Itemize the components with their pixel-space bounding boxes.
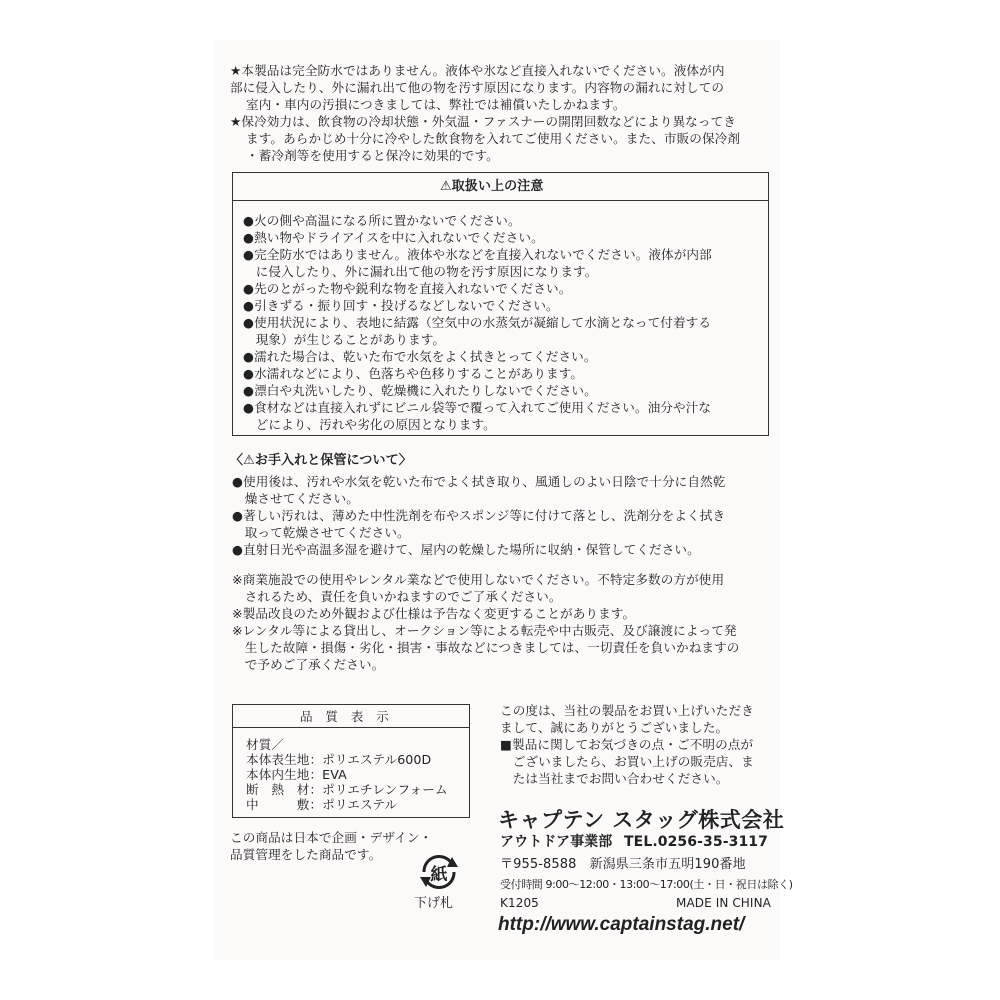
quality-title: 品 質 表 示: [300, 709, 389, 724]
note-line: ※商業施設での使用やレンタル業などで使用しないでください。不特定多数の方が使用: [232, 572, 725, 587]
care-title: 〈⚠お手入れと保管について〉: [230, 453, 412, 468]
caution-item: ●熱い物やドライアイスを中に入れないでください。: [243, 230, 544, 245]
caution-item: ●濡れた場合は、乾いた布で水気をよく拭きとってください。: [243, 349, 597, 364]
caution-item: 現象）が生じることがあります。: [243, 332, 446, 347]
paper-recycle-icon: [414, 852, 462, 911]
care-item: ●直射日光や高温多湿を避けて、屋内の乾燥した場所に収納・保管してください。: [232, 542, 700, 557]
quality-line: 断 熱 材：ポリエチレンフォーム: [246, 782, 448, 797]
thanks-line: ■製品に関してお気づきの点・ご不明の点が: [500, 737, 754, 752]
intro-line: ます。あらかじめ十分に冷やした飲食物を入れてご使用ください。また、市販の保冷剤: [246, 131, 741, 146]
caution-item: ●水濡れなどにより、色落ちや色移りすることがあります。: [243, 366, 584, 381]
recycle-caption: 下げ札: [414, 896, 454, 911]
caution-item: ●漂白や丸洗いしたり、乾燥機に入れたりしないでください。: [243, 383, 597, 398]
note-line: ※製品改良のため外観および仕様は予告なく変更することがあります。: [232, 606, 636, 621]
care-item: ●著しい汚れは、薄めた中性洗剤を布やスポンジ等に付けて落とし、洗剤分をよく拭き: [232, 508, 726, 523]
note-line: されるため、責任を負いかねますのでご了承ください。: [232, 589, 562, 604]
company-division: アウトドア事業部: [500, 834, 613, 850]
note-line: ※レンタル等による貸出し、オークション等による転売や中古販売、及び譲渡によって発: [232, 623, 737, 638]
quality-line: 中 敷：ポリエステル: [246, 797, 398, 812]
intro-line: 部に侵入したり、外に漏れ出て他の物を汚す原因になります。内容物の漏れに対しての: [230, 80, 725, 95]
quality-line: 本体内生地：EVA: [246, 767, 347, 782]
note-line: で予めご了承ください。: [232, 657, 385, 672]
origin-note-line: この商品は日本で企画・デザイン・: [230, 830, 433, 845]
care-item: 燥させてください。: [232, 491, 359, 506]
caution-item: ●先のとがった物や鋭利な物を直接入れないでください。: [243, 281, 572, 296]
recycle-mark-text: 紙: [430, 865, 448, 885]
intro-line: ★本製品は完全防水ではありません。液体や氷など直接入れないでください。液体が内: [230, 63, 725, 78]
caution-item: ●引きずる・振り回す・投げるなどしないでください。: [243, 298, 559, 313]
intro-line: ★保冷効力は、飲食物の冷却状態・外気温・ファスナーの開閉回数などにより異なってき: [230, 114, 736, 129]
intro-line: ・蓄冷剤等を使用すると保冷に効果的です。: [246, 148, 499, 163]
quality-divider: [232, 727, 470, 728]
company-tel: TEL.0256-35-3117: [624, 834, 768, 850]
intro-line: 室内・車内の汚損につきましては、弊社では補償いたしかねます。: [246, 97, 626, 112]
company-hours: 受付時間 9:00〜12:00・13:00〜17:00(土・日・祝日は除く): [500, 878, 793, 891]
thanks-line: たは当社までお問い合わせください。: [500, 771, 729, 786]
quality-line: 本体表生地：ポリエステル600D: [246, 752, 432, 767]
thanks-line: まして、誠にありがとうございました。: [500, 720, 729, 735]
caution-item: どにより、汚れや劣化の原因となります。: [243, 417, 496, 432]
caution-title: ⚠取扱い上の注意: [440, 179, 544, 194]
caution-item: ●使用状況により、表地に結露（空気中の水蒸気が凝縮して水滴となって付着する: [243, 315, 712, 330]
quality-line: 材質／: [246, 737, 285, 752]
note-line: 生した故障・損傷・劣化・損害・事故などにつきましては、一切責任を負いかねますの: [232, 640, 740, 655]
care-item: 取って乾燥させてください。: [232, 525, 410, 540]
caution-divider: [232, 200, 769, 201]
company-name: キャプテン スタッグ株式会社: [498, 808, 785, 832]
product-code: K1205: [500, 896, 539, 910]
caution-item: ●完全防水ではありません。液体や氷などを直接入れないでください。液体が内部: [243, 247, 712, 262]
company-address: 〒955-8588 新潟県三条市五明190番地: [500, 857, 746, 872]
thanks-line: この度は、当社の製品をお買い上げいただき: [500, 703, 754, 718]
thanks-line: ございましたら、お買い上げの販売店、ま: [500, 754, 754, 769]
origin-note-line: 品質管理をした商品です。: [230, 847, 382, 862]
care-item: ●使用後は、汚れや水気を乾いた布でよく拭き取り、風通しのよい日陰で十分に自然乾: [232, 474, 726, 489]
company-url-link[interactable]: http://www.captainstag.net/: [498, 914, 745, 935]
caution-item: に侵入したり、外に漏れ出て他の物を汚す原因になります。: [243, 264, 598, 279]
caution-item: ●食材などは直接入れずにビニル袋等で覆って入れてご使用ください。油分や汁な: [243, 400, 712, 415]
made-in-label: MADE IN CHINA: [676, 896, 771, 910]
caution-item: ●火の側や高温になる所に置かないでください。: [243, 213, 521, 228]
